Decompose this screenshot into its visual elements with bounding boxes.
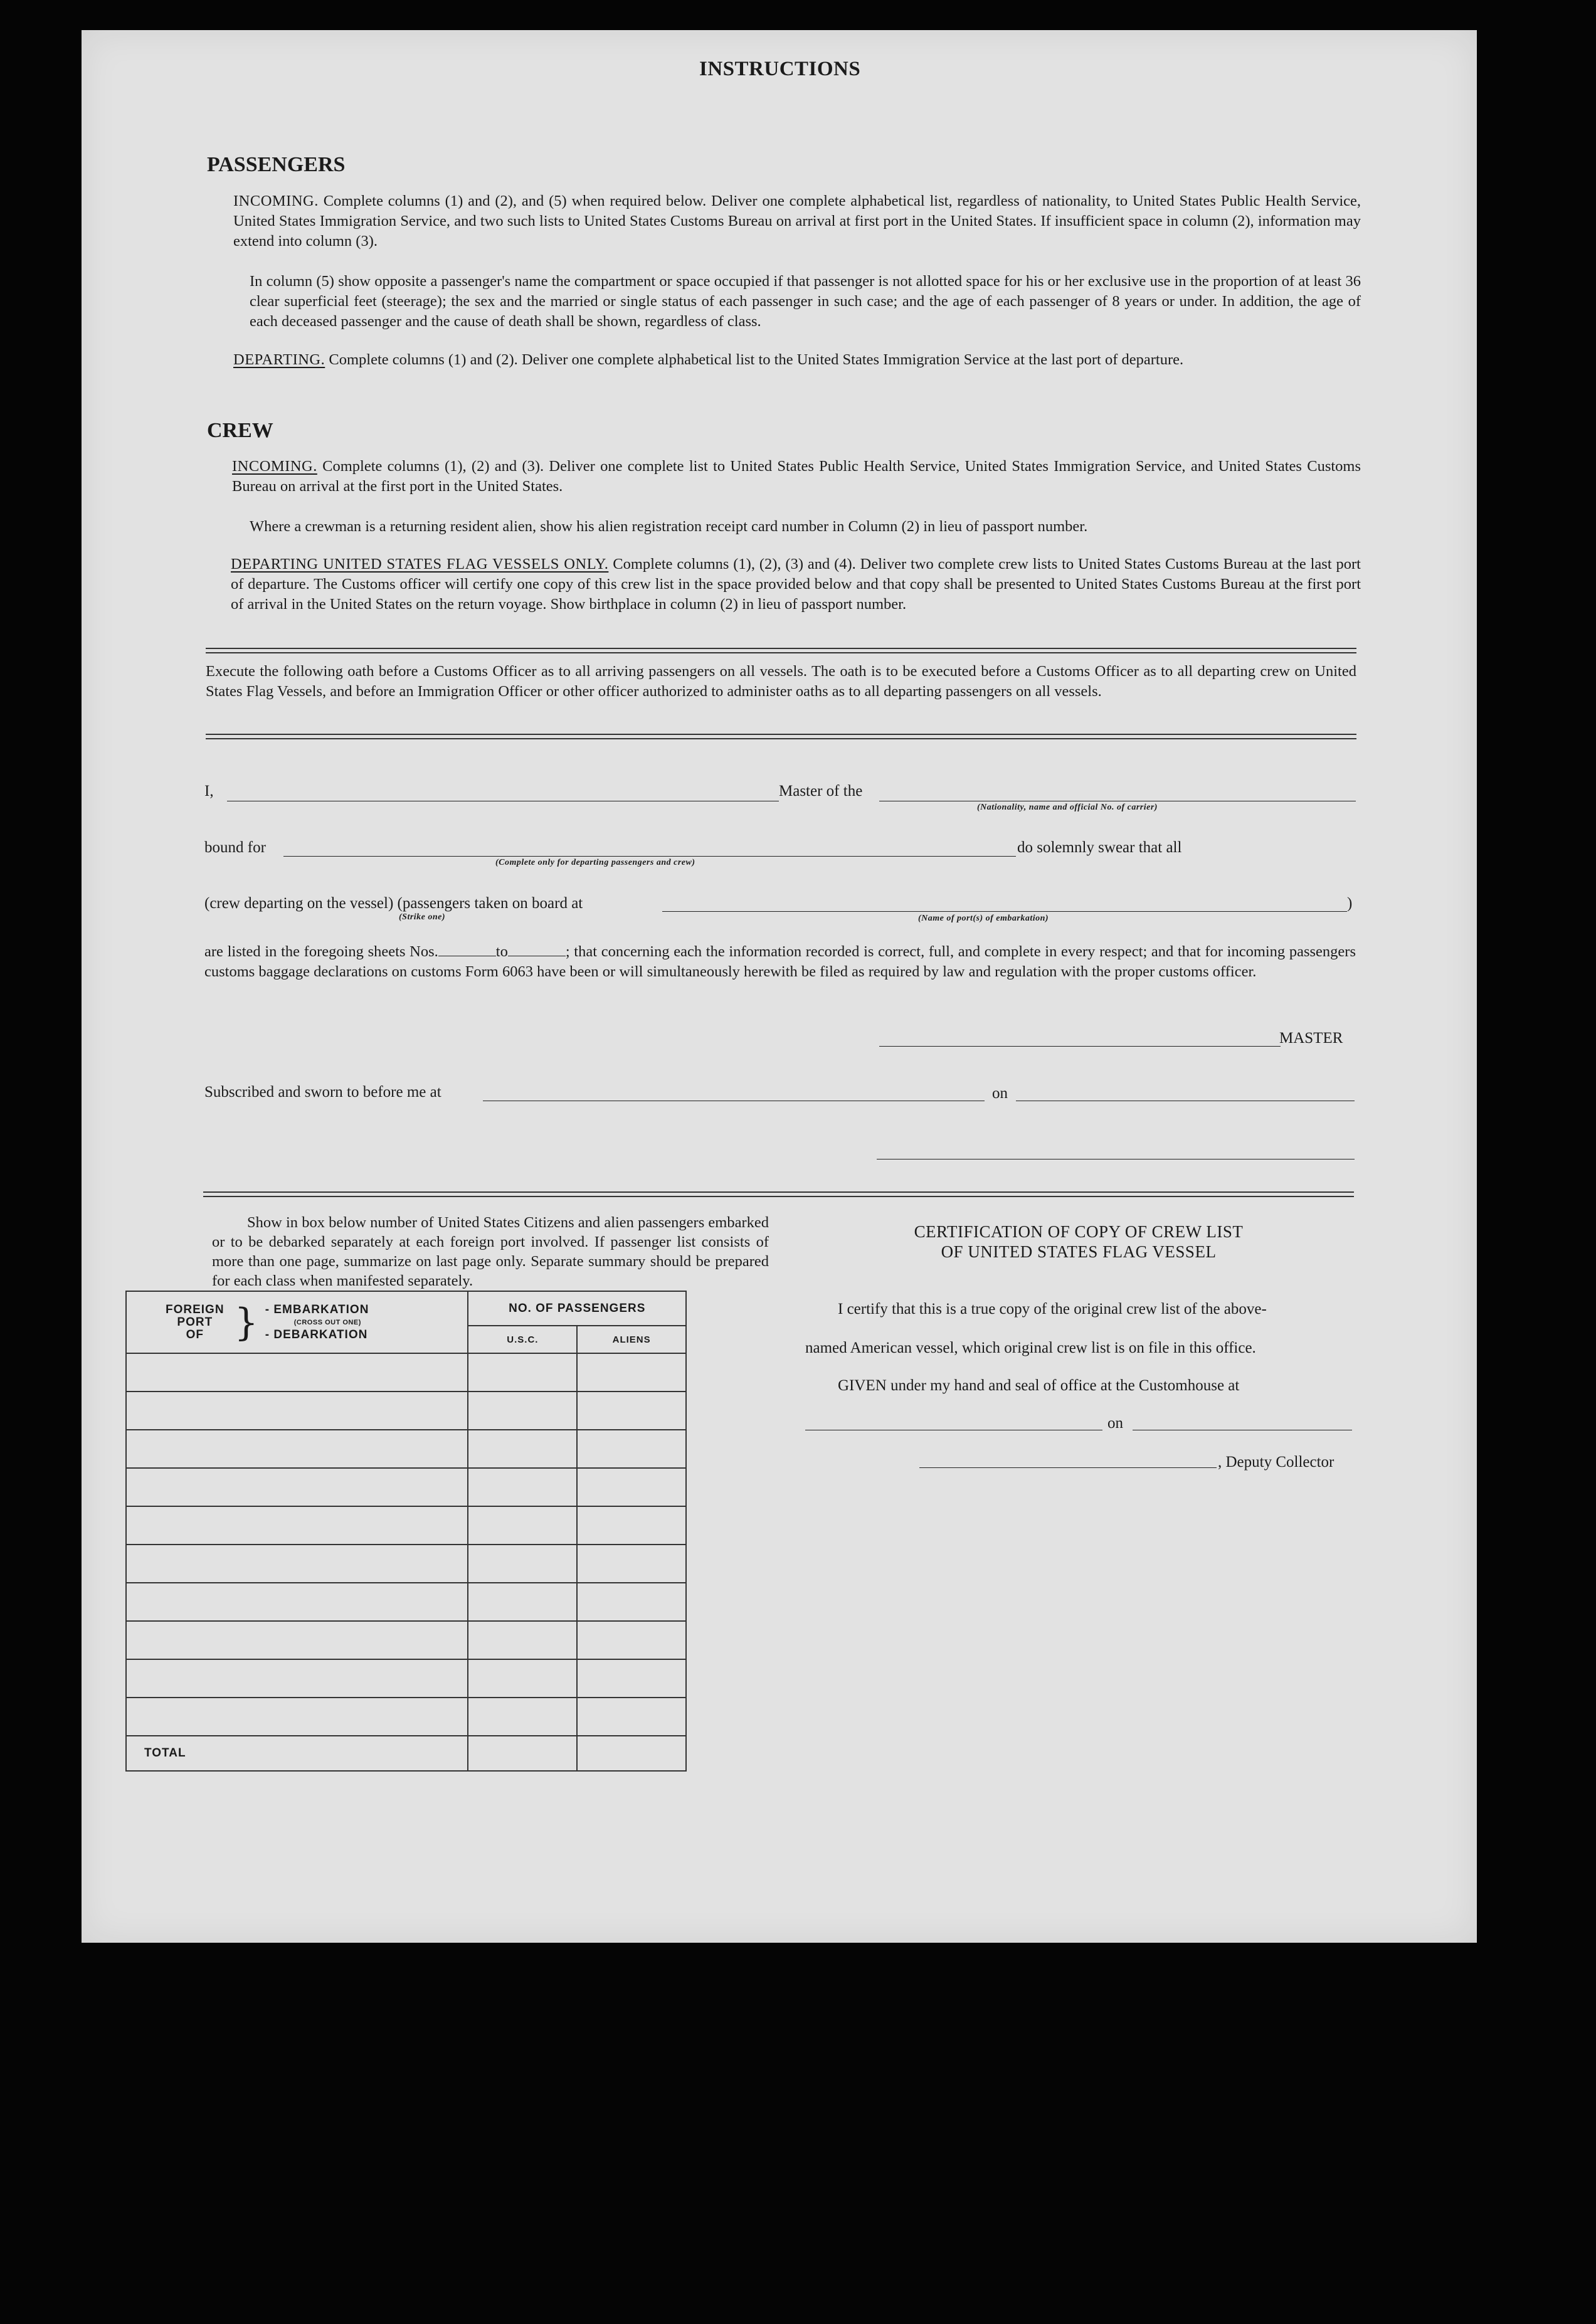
certification-heading-line-2: OF UNITED STATES FLAG VESSEL bbox=[941, 1242, 1217, 1261]
aliens-cell[interactable] bbox=[577, 1353, 686, 1392]
port-cell[interactable] bbox=[126, 1621, 468, 1659]
passengers-departing-label: DEPARTING. bbox=[233, 351, 325, 368]
usc-cell[interactable] bbox=[468, 1353, 577, 1392]
deputy-collector-label: , Deputy Collector bbox=[1218, 1454, 1334, 1471]
of-label: OF bbox=[186, 1328, 204, 1341]
summary-instructions: Show in box below number of United States Citizens and alien passengers embarked or to be debarked separately at each foreign port involved. If passenger list consists of more than one page, summarize on last page only. Separate summary should be prepared for each class when manifested separately. bbox=[212, 1214, 769, 1289]
listed-label-1: are listed in the foregoing sheets Nos. bbox=[204, 943, 438, 960]
solemnly-swear-label: do solemnly swear that all bbox=[1017, 839, 1182, 856]
port-caption: (Name of port(s) of embarkation) bbox=[918, 914, 1049, 923]
port-cell[interactable] bbox=[126, 1583, 468, 1621]
debarkation-label: - DEBARKATION bbox=[265, 1328, 368, 1341]
oath-instructions-paragraph: Execute the following oath before a Customs Officer as to all arriving passengers on all vessels. The oath is to be executed before a Customs Officer as to all departing crew on United States Flag Vessels, and before an Immigration Officer or other officer authorized to administer oaths as to all departing passengers on all vessels. bbox=[206, 663, 1356, 700]
crew-incoming-text: Complete columns (1), (2) and (3). Deliver one complete list to United States Public Health Service, United States Immigration Service, and United States Customs Bureau on arrival at the first port in the United States. bbox=[232, 458, 1361, 495]
usc-cell[interactable] bbox=[468, 1468, 577, 1506]
usc-header: U.S.C. bbox=[468, 1326, 577, 1353]
given-line: GIVEN under my hand and seal of office at the Customhouse at bbox=[838, 1377, 1240, 1394]
page-title: INSTRUCTIONS bbox=[699, 58, 861, 80]
cross-out-label: (CROSS OUT ONE) bbox=[293, 1318, 361, 1326]
usc-cell[interactable] bbox=[468, 1698, 577, 1736]
aliens-total-cell[interactable] bbox=[577, 1736, 686, 1771]
aliens-cell[interactable] bbox=[577, 1430, 686, 1468]
port-cell[interactable] bbox=[126, 1545, 468, 1583]
passengers-column5-paragraph: In column (5) show opposite a passenger's name the compartment or space occupied if that passenger is not allotted space for his or her exclusive use in the proportion of at least 36 clear superficial feet (steerage); the sex and the married or single status of each passenger in such case; and the age of each passenger of 8 years or under. In addition, the age of each deceased passenger and the cause of death shall be shown, regardless of class. bbox=[250, 273, 1361, 330]
passengers-incoming-text: Complete columns (1) and (2), and (5) when required below. Deliver one complete alphabetical list, regardless of nationality, to United States Public Health Service, United States Immigration Service, and two such lists to United States Customs Bureau on arrival at first port in the United States. If insufficient space in column (2), information may extend into column (3). bbox=[233, 193, 1361, 250]
crew-heading: CREW bbox=[207, 419, 273, 442]
aliens-cell[interactable] bbox=[577, 1621, 686, 1659]
close-paren: ) bbox=[1347, 895, 1353, 912]
port-label: PORT bbox=[177, 1315, 213, 1329]
to-label: to bbox=[495, 943, 508, 960]
port-cell[interactable] bbox=[126, 1430, 468, 1468]
bound-for-label: bound for bbox=[204, 839, 266, 856]
aliens-cell[interactable] bbox=[577, 1392, 686, 1430]
aliens-header: ALIENS bbox=[577, 1326, 686, 1353]
port-cell[interactable] bbox=[126, 1353, 468, 1392]
total-label: TOTAL bbox=[126, 1736, 468, 1771]
crew-incoming-label: INCOMING. bbox=[232, 458, 317, 475]
master-label: MASTER bbox=[1279, 1030, 1343, 1047]
sheet-to-blank[interactable] bbox=[508, 942, 566, 956]
aliens-cell[interactable] bbox=[577, 1698, 686, 1736]
port-cell[interactable] bbox=[126, 1392, 468, 1430]
usc-total-cell[interactable] bbox=[468, 1736, 577, 1771]
crew-departing-label: DEPARTING UNITED STATES FLAG VESSELS ONLY. bbox=[231, 556, 609, 573]
usc-cell[interactable] bbox=[468, 1545, 577, 1583]
passengers-incoming-label: INCOMING. bbox=[233, 193, 319, 209]
certify-line-1: I certify that this is a true copy of the original crew list of the above- bbox=[838, 1301, 1267, 1318]
crew-departing-label: (crew departing on the vessel) (passengers taken on board at bbox=[204, 895, 583, 912]
certify-line-2: named American vessel, which original crew list is on file in this office. bbox=[805, 1339, 1256, 1356]
no-passengers-header: NO. OF PASSENGERS bbox=[468, 1291, 686, 1326]
foreign-port-header bbox=[126, 1291, 468, 1353]
oath-i-label: I, bbox=[204, 783, 214, 800]
aliens-cell[interactable] bbox=[577, 1468, 686, 1506]
deputy-collector-signature-blank[interactable] bbox=[919, 1467, 1217, 1468]
port-cell[interactable] bbox=[126, 1506, 468, 1545]
divider-rule bbox=[206, 652, 1356, 653]
aliens-cell[interactable] bbox=[577, 1583, 686, 1621]
usc-cell[interactable] bbox=[468, 1430, 577, 1468]
sworn-on-label: on bbox=[992, 1085, 1008, 1102]
usc-cell[interactable] bbox=[468, 1621, 577, 1659]
master-of-label: Master of the bbox=[779, 783, 863, 800]
nationality-caption: (Nationality, name and official No. of carrier) bbox=[977, 803, 1158, 812]
bound-for-blank[interactable] bbox=[283, 856, 1016, 857]
aliens-cell[interactable] bbox=[577, 1506, 686, 1545]
certification-heading bbox=[803, 1222, 1355, 1262]
passengers-departing-text: Complete columns (1) and (2). Deliver one complete alphabetical list to the United States Immigration Service at the last port of departure. bbox=[329, 351, 1184, 368]
embarkation-label: - EMBARKATION bbox=[265, 1302, 369, 1316]
crew-resident-paragraph: Where a crewman is a returning resident alien, show his alien registration receipt card number in Column (2) in lieu of passport number. bbox=[250, 518, 1088, 535]
port-cell[interactable] bbox=[126, 1659, 468, 1698]
divider-rule bbox=[206, 738, 1356, 739]
brace-icon: } bbox=[234, 1300, 259, 1344]
usc-cell[interactable] bbox=[468, 1506, 577, 1545]
master-signature-blank[interactable] bbox=[879, 1046, 1281, 1047]
listed-paragraph bbox=[204, 942, 1356, 982]
port-of-embarkation-blank[interactable] bbox=[662, 911, 1347, 912]
listed-label-2: ; that concerning each the information recorded is correct, full, and complete in every respect; and that for incoming passengers customs baggage declarations on customs Form 6063 have been or will simultaneously herewith be filed as required by law and regulation with the proper customs officer. bbox=[204, 943, 1356, 980]
passenger-summary-table bbox=[125, 1291, 687, 1772]
subscribed-label: Subscribed and sworn to before me at bbox=[204, 1084, 441, 1101]
foreign-label: FOREIGN bbox=[166, 1302, 225, 1316]
crew-incoming-paragraph bbox=[232, 457, 1361, 497]
usc-cell[interactable] bbox=[468, 1659, 577, 1698]
crew-departing-text: Complete columns (1), (2), (3) and (4). Deliver two complete crew lists to United States Customs Bureau at the last port of departure. The Customs officer will certify one copy of this crew list in the space provided below and that copy shall be presented to United States Customs Bureau at the first port of arrival in the United States on the return voyage. Show birthplace in column (2) in lieu of passport number. bbox=[231, 556, 1361, 613]
certification-on-label: on bbox=[1107, 1415, 1123, 1432]
crew-departing-paragraph bbox=[231, 554, 1361, 615]
port-cell[interactable] bbox=[126, 1468, 468, 1506]
divider-rule bbox=[203, 1196, 1354, 1197]
usc-cell[interactable] bbox=[468, 1583, 577, 1621]
divider-rule bbox=[206, 648, 1356, 649]
passengers-departing-paragraph bbox=[233, 350, 1361, 370]
complete-only-caption: (Complete only for departing passengers and crew) bbox=[495, 858, 695, 867]
usc-cell[interactable] bbox=[468, 1392, 577, 1430]
strike-one-caption: (Strike one) bbox=[399, 912, 446, 922]
divider-rule bbox=[203, 1191, 1354, 1193]
divider-rule bbox=[206, 734, 1356, 735]
passengers-heading: PASSENGERS bbox=[207, 153, 346, 176]
sheet-from-blank[interactable] bbox=[438, 942, 496, 956]
aliens-cell[interactable] bbox=[577, 1545, 686, 1583]
port-cell[interactable] bbox=[126, 1698, 468, 1736]
aliens-cell[interactable] bbox=[577, 1659, 686, 1698]
certification-heading-line-1: CERTIFICATION OF COPY OF CREW LIST bbox=[914, 1222, 1244, 1241]
passengers-incoming-paragraph bbox=[233, 191, 1361, 251]
